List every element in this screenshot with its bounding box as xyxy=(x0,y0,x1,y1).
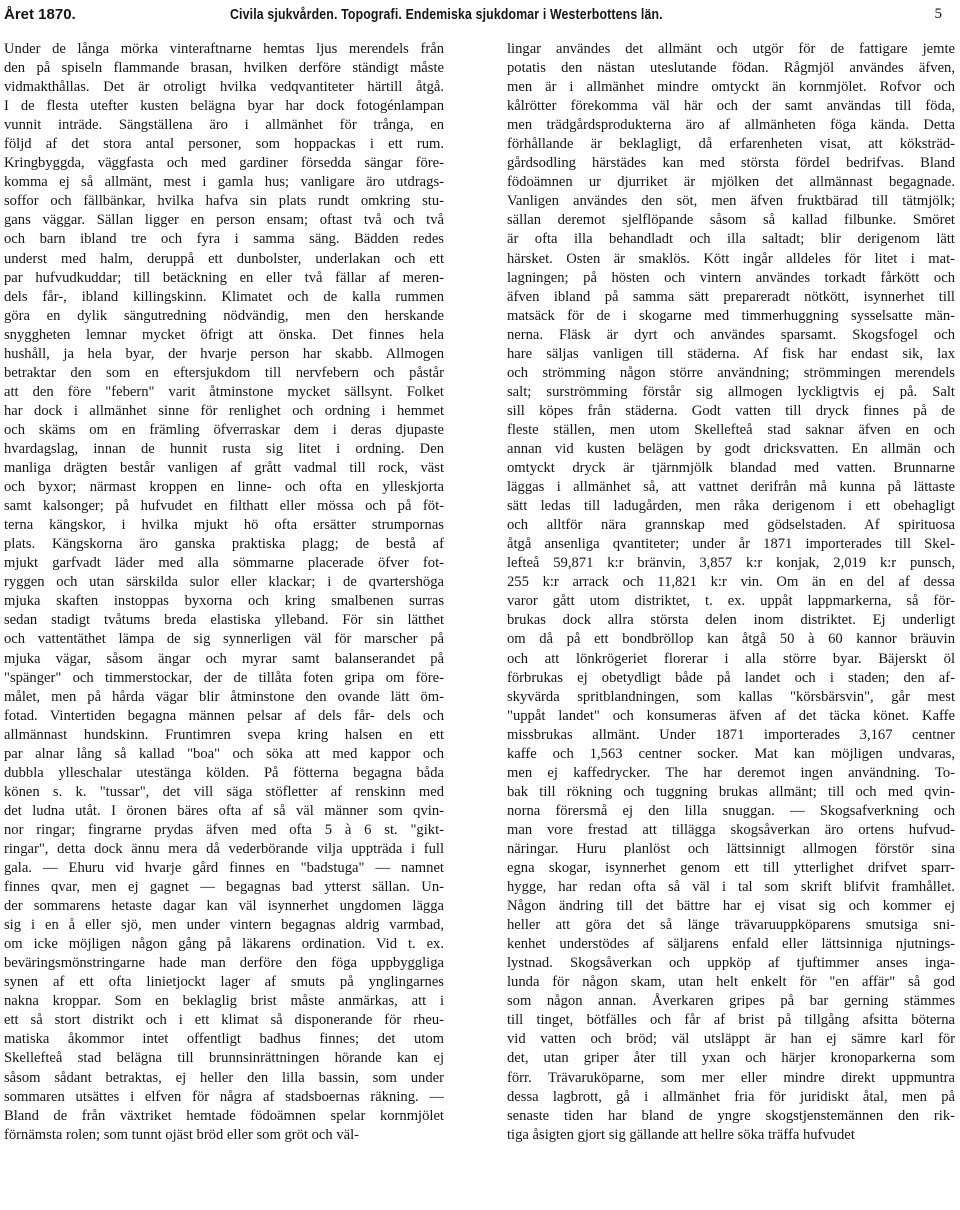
text-line: synen af ett ofta linietjockt lager af smuts på ynglingarnes xyxy=(4,974,444,991)
page-number: 5 xyxy=(934,6,942,22)
text-line: plats. Kängskorna äro ganska praktiska plagg; de bestå af xyxy=(4,536,444,553)
text-line: fleste ställen, men utom Skellefteå stad saknar äfven en och xyxy=(507,421,955,438)
text-line: och strömming någon större användning; strömmingen merendels xyxy=(507,364,955,381)
text-line: ringar", detta dock ännu mera då vederbörande vilja uppträda i full xyxy=(4,840,444,857)
text-line: och alltför nära grannskap med gödselstaden. Af spirituosa xyxy=(507,517,955,534)
running-header xyxy=(4,2,942,28)
text-line: Bland de från växtriket hemtade födoämnen spelar kornmjölet xyxy=(4,1107,444,1124)
text-line: äfven ibland på samma sätt prepareradt nötkött, isynnerhet till xyxy=(507,288,955,305)
text-line: dubbla ylleschalar utestänga kölden. På fötterna begagna båda xyxy=(4,764,444,781)
text-line: nerna. Fläsk är dyrt och användes sparsamt. Skogsfogel och xyxy=(507,326,955,343)
text-line: nor ringar; fingrarne prydas äfven med ofta 5 à 6 st. "gikt- xyxy=(4,821,444,838)
text-line: näringar. Huru planlöst och lättsinnigt allmogen förstör sina xyxy=(507,840,955,857)
text-line: hushåll, ja hela byar, der hvarje person har skabb. Allmogen xyxy=(4,345,444,362)
text-line: tiga åsigten gjort sig gällande att hellre söka träffa hufvudet xyxy=(507,1126,855,1143)
text-line: gans väggar. Sällan ligger en person ensam; oftast två och två xyxy=(4,212,444,229)
text-line: Skellefteå stad belägna till brunnsinrättningen hörande kan ej xyxy=(4,1050,444,1067)
text-line: skyvärda spritblandningen, som kallas "körsbärsvin", går mest xyxy=(507,688,955,705)
text-line: kålrötter förekomma väl här och der samt användas till föda, xyxy=(507,98,955,115)
text-line: matiska åkommor intet offentligt badhus finnes; det utom xyxy=(4,1031,444,1048)
text-line: lunda för någon skam, utan helt enkelt för "en affär" så god xyxy=(507,974,955,991)
text-line: hvardagslag, innan de hunnit rusta sig litet i ordning. Den xyxy=(4,440,444,457)
text-line: som någon annan. Åverkaren gripes på bar gerning stämmes xyxy=(507,993,955,1010)
text-line: manliga drägten består vanligen af grått vadmal till rock, väst xyxy=(4,460,444,477)
text-line: norna förersmå ej den lilla snuggan. — Skogsafverkning och xyxy=(507,802,955,819)
text-line: mjuka skaften instoppas byxorna och kring smalbenen surras xyxy=(4,593,444,610)
text-line: sommaren utsättes i elfven för några af stadsboernas räkning. — xyxy=(4,1088,444,1105)
text-line: betraktar den som en eftersjukdom till nervfebern och påstår xyxy=(4,364,444,381)
text-line: ett så stort distrikt och i ett klimat så disponerande för rheu- xyxy=(4,1012,444,1029)
text-line: nakna kroppar. Som en beklaglig brist måste anmärkas, att i xyxy=(4,993,444,1010)
text-line: gala. — Ehuru vid hvarje gård finnes en "badstuga" — namnet xyxy=(4,860,444,877)
text-line: könen s. k. "tussar", det vill säga stöfletter af renskinn med xyxy=(4,783,444,800)
text-line: åtgå ansenliga qvantiteter; under år 1871 importerades till Skel- xyxy=(507,536,955,553)
text-line: vidmakthållas. Det är otroligt hvilka vedqvantiteter härtill åtgå. xyxy=(4,79,444,96)
text-line: snyggheten lemnar mycket öfrigt att önska. Det finnes hela xyxy=(4,326,444,343)
text-line: heller att göra det så länge trävaruuppköparens smutsiga sni- xyxy=(507,917,955,934)
text-line: der sommarens hetaste dagar kan väl isynnerhet ungdomen lägga xyxy=(4,898,444,915)
text-line: Under de långa mörka vinteraftnarne hemtas ljus merendels från xyxy=(4,41,444,57)
text-line: men trädgårdsprodukterna äro af allmänheten föga kända. Detta xyxy=(507,117,955,134)
text-line: omtyckt dryck är tjärnmjölk blandad med vatten. Brunnarne xyxy=(507,460,955,477)
text-line: kenhet understödes af säljarens enfald eller lättsinniga njutnings- xyxy=(507,936,955,953)
text-line: mjuka vägar, såsom ängar och myrar samt balanserandet på xyxy=(4,650,444,667)
text-line: missbrukas allmänt. Under 1871 importerades 3,167 centner xyxy=(507,726,955,743)
text-line: samt kalsonger; på hufvudet en filthatt eller mössa och på föt- xyxy=(4,498,444,515)
text-line: den på spiseln flammande brasan, hvilken derföre ständigt måste xyxy=(4,60,444,77)
left-text-column xyxy=(4,40,444,1145)
text-line: par hufvudkuddar; till betäckning en eller två fällar af meren- xyxy=(4,269,444,286)
text-line: finnes qvar, men ej gagnet — begagnas bad ytterst sällan. Un- xyxy=(4,879,444,896)
text-line: varor gått utom distriktet, t. ex. uppåt lappmarkerna, så för- xyxy=(507,593,955,610)
text-line: och att lönkrögeriet florerar i alla större byar. Bäjerskt öl xyxy=(507,650,955,667)
text-line: beväringsmönstringarne hade man derföre den föga uppbyggliga xyxy=(4,955,444,972)
text-line: men är i allmänhet mindre omtyckt än kornmjölet. Rofvor och xyxy=(507,79,955,96)
text-line: par alnar lång så kallad "boa" och söka att med kappor och xyxy=(4,745,444,762)
text-line: underst med halm, deruppå ett dunbolster, underlakan och ett xyxy=(4,250,444,267)
text-line: potatis den nästan uteslutande födan. Rågmjöl användes äfven, xyxy=(507,60,955,77)
text-line: egna skogar, isynnerhet genom ett till ytterlighet drifvet sparr- xyxy=(507,860,955,877)
text-line: sill köpes från städerna. Godt vatten till dryck finnes på de xyxy=(507,402,955,419)
text-line: om då på ett bondbröllop kan åtgå 50 à 60 kannor bräuvin xyxy=(507,631,955,648)
text-line: soffor och fällbänkar, hvilka hafva sin plats rundt omkring stu- xyxy=(4,193,444,210)
text-line: bak till rökning och tuggning brukas allmänt; till och med qvin- xyxy=(507,783,955,800)
text-line: förhållande är beklagligt, då erfarenheten visat, att köksträd- xyxy=(507,136,955,153)
text-line: såsom sådant betraktas, ej heller den lilla bassin, som under xyxy=(4,1069,444,1086)
text-line: Vanligen användes den söt, men äfven fruktbärad till tätmjölk; xyxy=(507,193,955,210)
text-line: komma ej så allmänt, mest i gamla hus; vanligare äro utdrags- xyxy=(4,174,444,191)
text-line: lagningen; på hösten och vintern användes torkadt fårkött och xyxy=(507,269,955,286)
header-title: Civila sjukvården. Topografi. Endemiska sjukdomar i Westerbottens län. xyxy=(230,6,663,23)
text-line: senaste tiden har bland de yngre skogstjenstemännen den rik- xyxy=(507,1107,955,1124)
text-line: och vattentäthet lämpa de sig synnerligen väl för marscher på xyxy=(4,631,444,648)
text-line: brukas dock allra största delen inom distriktet. Ej underligt xyxy=(507,612,955,629)
text-line: härsket. Osten är smaklös. Kött ingår alldeles för litet i mat- xyxy=(507,250,955,267)
text-line: lystnad. Skogsåverkan och uppköp af tjuftimmer anses inga- xyxy=(507,955,955,972)
header-year: Året 1870. xyxy=(4,6,76,23)
text-line: göra en dylik sängutredning nödvändig, men den herskande xyxy=(4,307,444,324)
text-line: följd af det stora antal personer, som hoppackas i ett rum. xyxy=(4,136,444,153)
text-line: I de flesta utefter kusten belägna byar har dock fotogénlampan xyxy=(4,98,444,115)
text-line: "spänger" och timmerstockar, der de tillåta foten gripa om före- xyxy=(4,669,444,686)
text-line: och byxor; närmast kroppen en linne- och ofta en ylleskjorta xyxy=(4,479,444,496)
text-line: hygge, har redan ofta så väl i tal som skrift blifvit framhållet. xyxy=(507,879,955,896)
text-line: och barn ibland tre och fyra i samma säng. Bädden redes xyxy=(4,231,444,248)
text-line: 255 k:r arrack och 11,821 k:r vin. Om än en del af dessa xyxy=(507,574,955,591)
text-line: målet, men på hårda vägar blir åtminstone den ovande lätt öm- xyxy=(4,688,444,705)
text-line: allmännast hundskinn. Fruntimren svepa kring halsen en ett xyxy=(4,726,444,743)
text-line: det, utan griper åter till yxan och härjer kronoparkerna som xyxy=(507,1050,955,1067)
text-line: om icke möjligen någon gång på läkarens ordination. Vid t. ex. xyxy=(4,936,444,953)
text-line: Någon ändring till det bättre har ej visat sig och kommer ej xyxy=(507,898,955,915)
text-line: terna kängskor, i hvilka mjukt hö ofta ersätter strumpornas xyxy=(4,517,444,534)
text-line: annan vid kusten belägen by godt dricksvatten. En allmän och xyxy=(507,440,955,457)
text-line: mjukt garfvadt läder med alla sömmarne placerade öfver fot- xyxy=(4,555,444,572)
text-line: fotad. Vintertiden begagna männen pelsar af dels får- dels och xyxy=(4,707,444,724)
text-line: har dock i allmänhet sinne för renlighet och ordning i hemmet xyxy=(4,402,444,419)
text-line: men ej kaffedrycker. The har deremot ingen användning. To- xyxy=(507,764,955,781)
text-line: förbrukas ej obetydligt både på landet och i staden; den af- xyxy=(507,669,955,686)
text-line: förnämsta rolen; som tunnt ojäst bröd eller som gröt och väl- xyxy=(4,1126,360,1143)
text-line: är ofta illa behandladt och illa saltadt; blir derigenom lätt xyxy=(507,231,955,248)
text-line: sällan deremot sjelflöpande såsom så kallad filbunke. Smöret xyxy=(507,212,955,229)
text-line: matsäck för de i skogarne med timmerhuggning sysselsatte män- xyxy=(507,307,955,324)
text-line: hare säljas vanligen till städerna. Af fisk har endast sik, lax xyxy=(507,345,955,362)
text-line: gårdsodling härstädes kan med största fördel bedrifvas. Bland xyxy=(507,155,955,172)
text-line: läggas i allmänhet så, att vattnet derifrån må kunna på lättaste xyxy=(507,479,955,496)
text-line: och skäms om en främling öfverraskar dem i deras djupaste xyxy=(4,421,444,438)
text-line: "uppåt landet" och konsumeras äfven af det täcka könet. Kaffe xyxy=(507,707,955,724)
text-line: vid vatten och bröd; väl utsläppt är han ej sämre karl för xyxy=(507,1031,955,1048)
text-line: salt; surströmming förstår sig allmogen lyckligtvis ej på. Salt xyxy=(507,383,955,400)
text-line: Kringbyggda, väggfasta och med gardiner försedda sängar före- xyxy=(4,155,444,172)
text-line: man vore frestad att tillägga skogsåverkan äro ortens hufvud- xyxy=(507,821,955,838)
text-line: lefteå 59,871 k:r bränvin, 3,857 k:r konjak, 2,019 k:r punsch, xyxy=(507,555,955,572)
right-text-column xyxy=(507,40,955,1145)
text-line: det ludna utåt. I öronen bäres ofta af så väl männer som qvin- xyxy=(4,802,444,819)
text-line: att den före "febern" varit åtminstone mycket sällsynt. Folket xyxy=(4,383,444,400)
text-line: födoämnen ur djurriket är mjölken det allmännast begagnade. xyxy=(507,174,955,191)
text-line: ryggen och utan särskilda sulor eller klackar; i de qvartershöga xyxy=(4,574,444,591)
text-line: vunnit inträde. Sängställena äro i allmänhet för trånga, en xyxy=(4,117,444,134)
text-line: lingar användes det allmänt och utgör för de fattigare jemte xyxy=(507,41,955,57)
text-line: sig i en å eller sjö, men under vintern begagnas aldrig varmbad, xyxy=(4,917,444,934)
text-line: till tinget, bötfälles och får af brist på tillgång afsitta böterna xyxy=(507,1012,955,1029)
text-line: sätt ledas till ladugården, men råka derigenom i ett obehagligt xyxy=(507,498,955,515)
text-line: dessa lagbrott, gå i allmänhet fria för juridiskt åtal, men på xyxy=(507,1088,955,1105)
text-line: förr. Trävaruköparne, som mer eller mindre direkt uppmuntra xyxy=(507,1069,955,1086)
text-line: dels får-, ibland killingskinn. Klimatet och de kalla rummen xyxy=(4,288,444,305)
text-line: kaffe och 1,563 centner socker. Mat kan möjligen undvaras, xyxy=(507,745,955,762)
text-line: sedan stadigt tvåtums breda elastiska ylleband. För sin lätthet xyxy=(4,612,444,629)
